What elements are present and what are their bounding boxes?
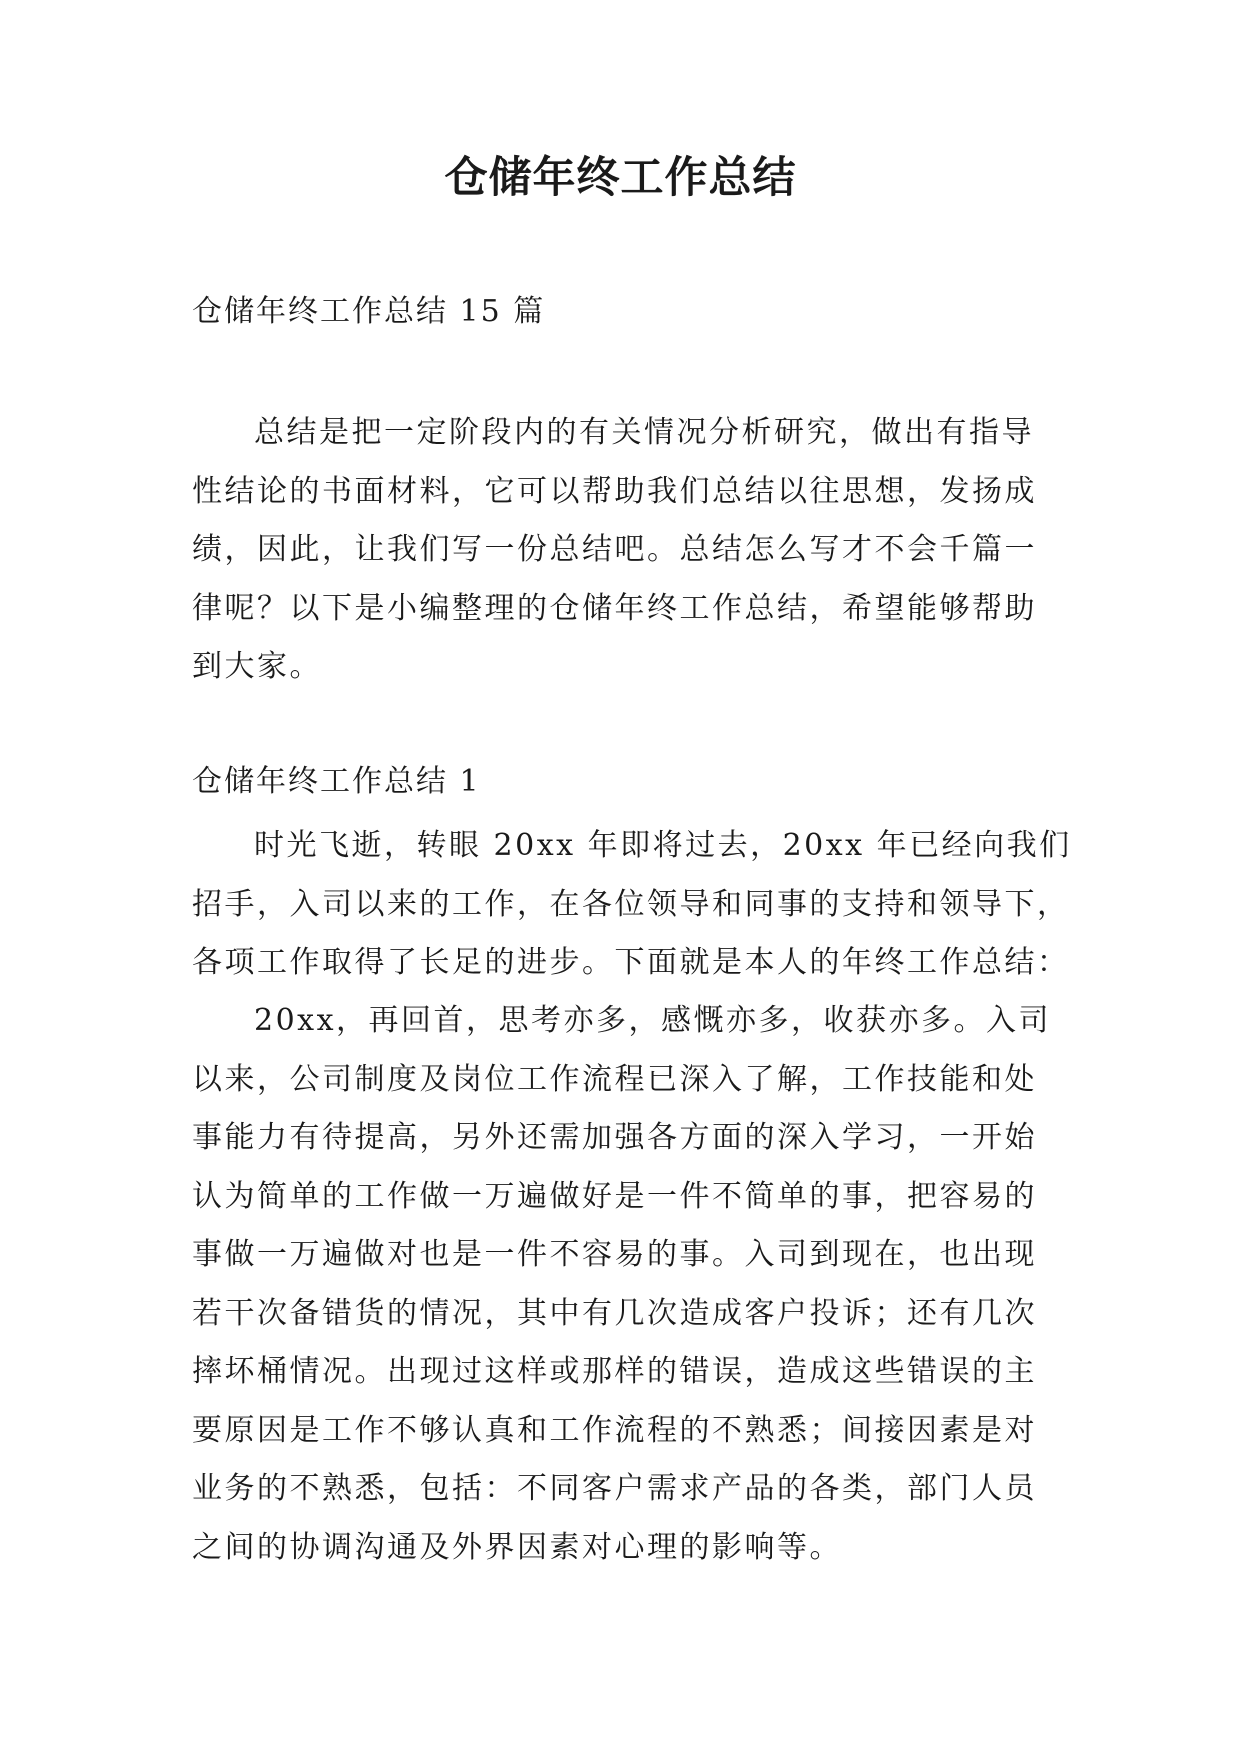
section-heading: 仓储年终工作总结 1 — [192, 764, 481, 799]
paragraph-line: 招手，入司以来的工作，在各位领导和同事的支持和领导下， — [192, 886, 1070, 922]
intro-line: 绩，因此，让我们写一份总结吧。总结怎么写才不会千篇一 — [192, 532, 1037, 567]
intro-paragraph — [192, 404, 1052, 697]
document-title: 仓储年终工作总结 — [444, 153, 797, 203]
intro-line: 性结论的书面材料，它可以帮助我们总结以往思想，发扬成 — [192, 473, 1037, 509]
paragraph-line: 事能力有待提高，另外还需加强各方面的深入学习，一开始 — [192, 1120, 1037, 1155]
paragraph-line: 以来，公司制度及岗位工作流程已深入了解，工作技能和处 — [192, 1061, 1037, 1097]
paragraph-line: 20xx，再回首，思考亦多，感慨亦多，收获亦多。入司 — [254, 1003, 1052, 1038]
paragraph-line: 业务的不熟悉，包括：不同客户需求产品的各类，部门人员 — [192, 1471, 1037, 1506]
document-subtitle: 仓储年终工作总结 15 篇 — [192, 294, 546, 329]
paragraph-line: 认为简单的工作做一万遍做好是一件不简单的事，把容易的 — [192, 1178, 1037, 1214]
paragraph-line: 要原因是工作不够认真和工作流程的不熟悉；间接因素是对 — [192, 1412, 1037, 1448]
section-paragraph-2 — [192, 992, 1052, 1577]
paragraph-line: 事做一万遍做对也是一件不容易的事。入司到现在，也出现 — [192, 1237, 1037, 1272]
section-paragraph-1 — [192, 817, 1072, 993]
intro-line: 到大家。 — [192, 649, 322, 684]
intro-line: 律呢？以下是小编整理的仓储年终工作总结，希望能够帮助 — [192, 590, 1037, 626]
paragraph-line: 摔坏桶情况。出现过这样或那样的错误，造成这些错误的主 — [192, 1354, 1037, 1389]
paragraph-line: 各项工作取得了长足的进步。下面就是本人的年终工作总结： — [192, 945, 1070, 980]
paragraph-line: 若干次备错货的情况，其中有几次造成客户投诉；还有几次 — [192, 1295, 1037, 1331]
paragraph-line: 时光飞逝，转眼 20xx 年即将过去，20xx 年已经向我们 — [254, 828, 1072, 863]
intro-line: 总结是把一定阶段内的有关情况分析研究，做出有指导 — [254, 415, 1034, 450]
paragraph-line: 之间的协调沟通及外界因素对心理的影响等。 — [192, 1529, 842, 1565]
